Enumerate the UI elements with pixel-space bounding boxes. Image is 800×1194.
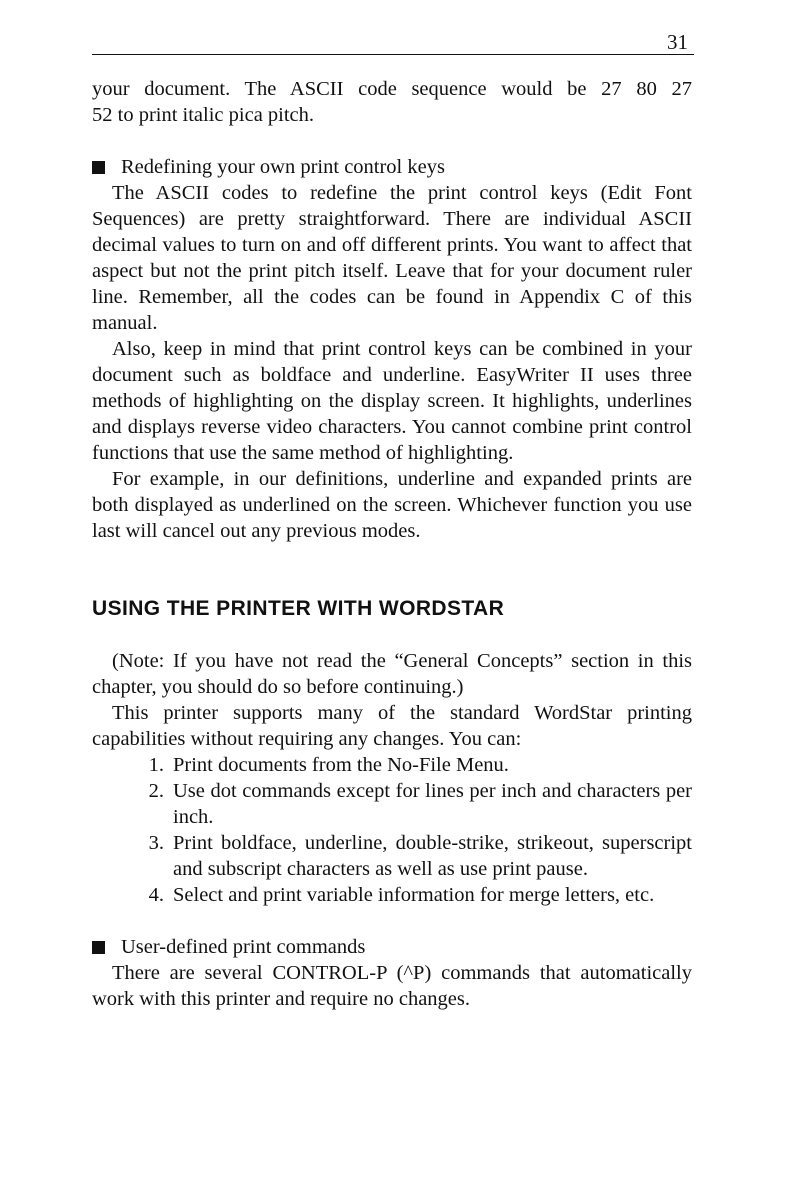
list-item-number: 3. [148,832,164,854]
wordstar-capabilities-list [92,752,692,908]
list-item-number: 2. [148,780,164,802]
list-item [92,752,692,778]
redefining-paragraph-1: The ASCII codes to redefine the print control keys (Edit Font Sequences) are pretty straightforward. There are individual ASCII decimal values to turn on and off different prints. You want to affect that aspect but not the print pitch itself. Leave that for your document ruler line. Remember, all the codes can be found in Appendix C of this manual. [92,182,692,334]
redefining-heading [92,154,692,180]
intro-line-1: your document. The ASCII code sequence would be 27 80 27 [92,78,692,100]
header-rule [92,54,694,55]
user-defined-heading [92,934,692,960]
bullet-square-icon [92,161,105,174]
list-item [92,830,692,882]
list-item-text: Select and print variable information for merge letters, etc. [173,884,655,906]
user-defined-paragraph: There are several CONTROL-P (^P) commands that automatically work with this printer and require no changes. [92,962,692,1010]
redefining-paragraph-3: For example, in our definitions, underline and expanded prints are both displayed as underlined on the screen. Whichever function you use last will cancel out any previous modes. [92,468,692,542]
wordstar-note: (Note: If you have not read the “General Concepts” section in this chapter, you should do so before continuing.) [92,650,692,698]
list-item-text: Print documents from the No-File Menu. [173,754,509,776]
bullet-square-icon [92,941,105,954]
page-number: 31 [667,30,688,54]
list-item [92,882,692,908]
intro-line-2: 52 to print italic pica pitch. [92,104,315,126]
list-item-number: 4. [148,884,164,906]
list-item-text: Use dot commands except for lines per inch and characters per inch. [173,780,692,828]
list-item-text: Print boldface, underline, double-strike, strikeout, superscript and subscript characters as well as use print pause. [173,832,692,880]
page-body [92,76,692,1012]
section-title: USING THE PRINTER WITH WORDSTAR [92,597,505,620]
list-item [92,778,692,830]
user-defined-heading-text: User-defined print commands [121,936,366,958]
redefining-heading-text: Redefining your own print control keys [121,156,445,178]
wordstar-intro: This printer supports many of the standard WordStar printing capabilities without requiring any changes. You can: [92,702,692,750]
page-header [92,30,694,56]
list-item-number: 1. [148,754,164,776]
redefining-paragraph-2: Also, keep in mind that print control keys can be combined in your document such as boldface and underline. EasyWriter II uses three methods of highlighting on the display screen. It highlights, underlines and displays reverse video characters. You cannot combine print control functions that use the same method of highlighting. [92,338,692,464]
